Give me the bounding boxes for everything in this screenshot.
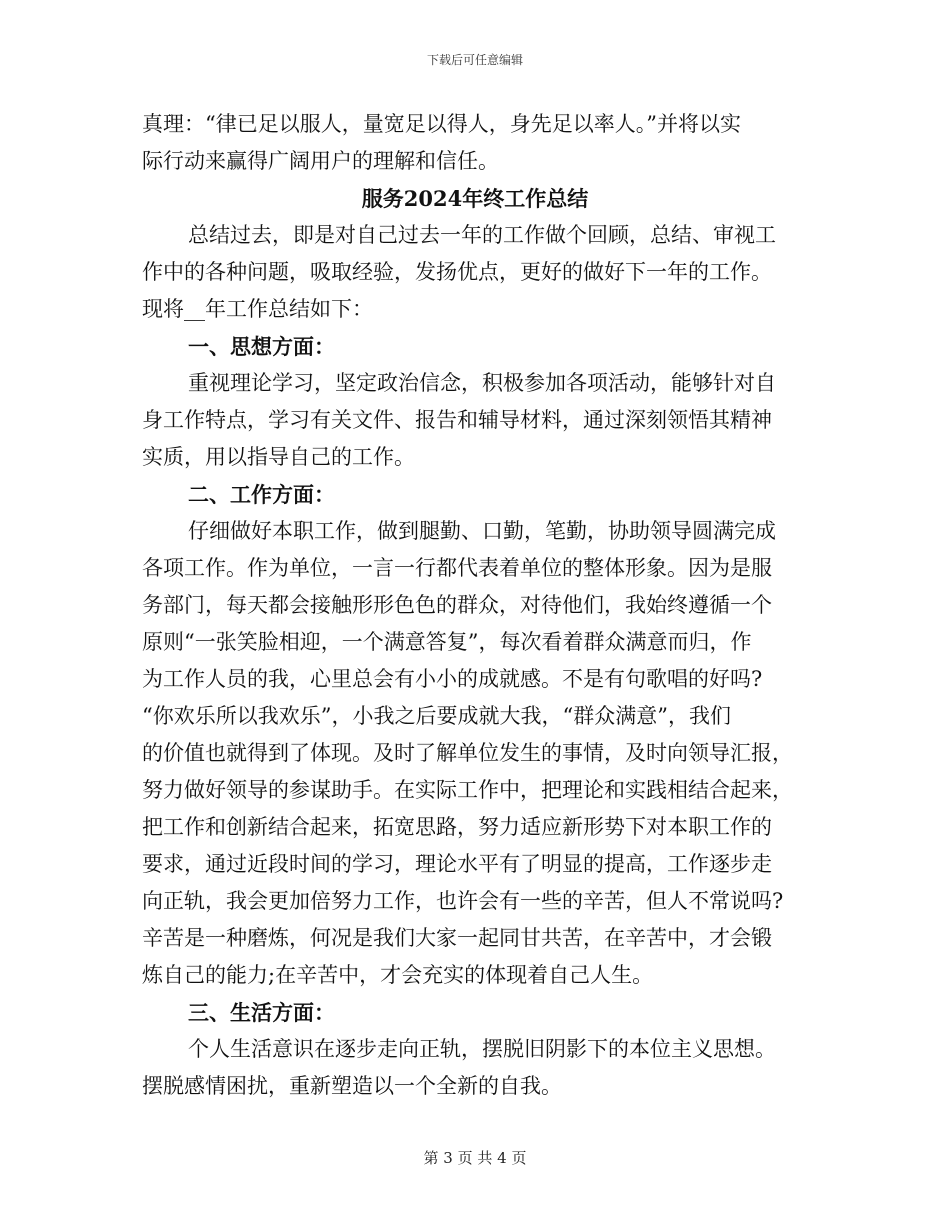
page-header: 下载后可任意编辑 [426, 53, 523, 67]
paragraph-start-line: 总结过去，即是对自己过去一年的工作做个回顾，总结、审视工 [188, 223, 776, 247]
section-heading-thought: 一、思想方面： [188, 334, 335, 359]
text-line: 要求，通过近段时间的学习，理论水平有了明显的提高，工作逐步走 [142, 852, 772, 876]
paragraph-start-line: 重视理论学习，坚定政治信念，积极参加各项活动，能够针对自 [188, 371, 776, 395]
text-line: 真理：“律已足以服人，量宽足以得人，身先足以率人。”并将以实 [142, 112, 741, 136]
section-heading-life: 三、生活方面： [188, 1000, 335, 1025]
text-line: 努力做好领导的参谋助手。在实际工作中，把理论和实践相结合起来， [142, 778, 793, 802]
text-line: 为工作人员的我，心里总会有小小的成就感。不是有句歌唱的好吗? [142, 667, 763, 691]
text-line: 摆脱感情困扰，重新塑造以一个全新的自我。 [142, 1074, 562, 1098]
text-line: 炼自己的能力;在辛苦中，才会充实的体现着自己人生。 [142, 963, 654, 987]
document-title: 服务2024年终工作总结 [361, 186, 589, 211]
text-line: 各项工作。作为单位，一言一行都代表着单位的整体形象。因为是服 [142, 556, 772, 580]
text-line: 际行动来赢得广阔用户的理解和信任。 [142, 149, 499, 173]
text-line: 向正轨，我会更加倍努力工作，也许会有一些的辛苦，但人不常说吗? [142, 889, 784, 913]
text-line: 辛苦是一种磨炼，何况是我们大家一起同甘共苦，在辛苦中，才会锻 [142, 926, 772, 950]
text-line: 务部门，每天都会接触形形色色的群众，对待他们，我始终遵循一个 [142, 593, 772, 617]
text-line: 的价值也就得到了体现。及时了解单位发生的事情，及时向领导汇报， [142, 741, 793, 765]
document-body [142, 106, 808, 1105]
text-line: “你欢乐所以我欢乐”，小我之后要成就大我，“群众满意”，我们 [142, 704, 731, 728]
section-heading-work: 二、工作方面： [188, 482, 335, 507]
text-line: 实质，用以指导自己的工作。 [142, 445, 415, 469]
text-line: 作中的各种问题，吸取经验，发扬优点，更好的做好下一年的工作。 [142, 260, 772, 284]
paragraph-start-line: 个人生活意识在逐步走向正轨，摆脱旧阴影下的本位主义思想。 [188, 1037, 776, 1061]
text-line: 把工作和创新结合起来，拓宽思路，努力适应新形势下对本职工作的 [142, 815, 772, 839]
page-number-footer: 第 3 页 共 4 页 [423, 1149, 527, 1167]
text-line: 现将__年工作总结如下： [142, 297, 373, 321]
paragraph-start-line: 仔细做好本职工作，做到腿勤、口勤，笔勤，协助领导圆满完成 [188, 519, 776, 543]
text-line: 身工作特点，学习有关文件、报告和辅导材料，通过深刻领悟其精神 [142, 408, 772, 432]
text-line: 原则“一张笑脸相迎，一个满意答复”，每次看着群众满意而归，作 [142, 630, 752, 654]
